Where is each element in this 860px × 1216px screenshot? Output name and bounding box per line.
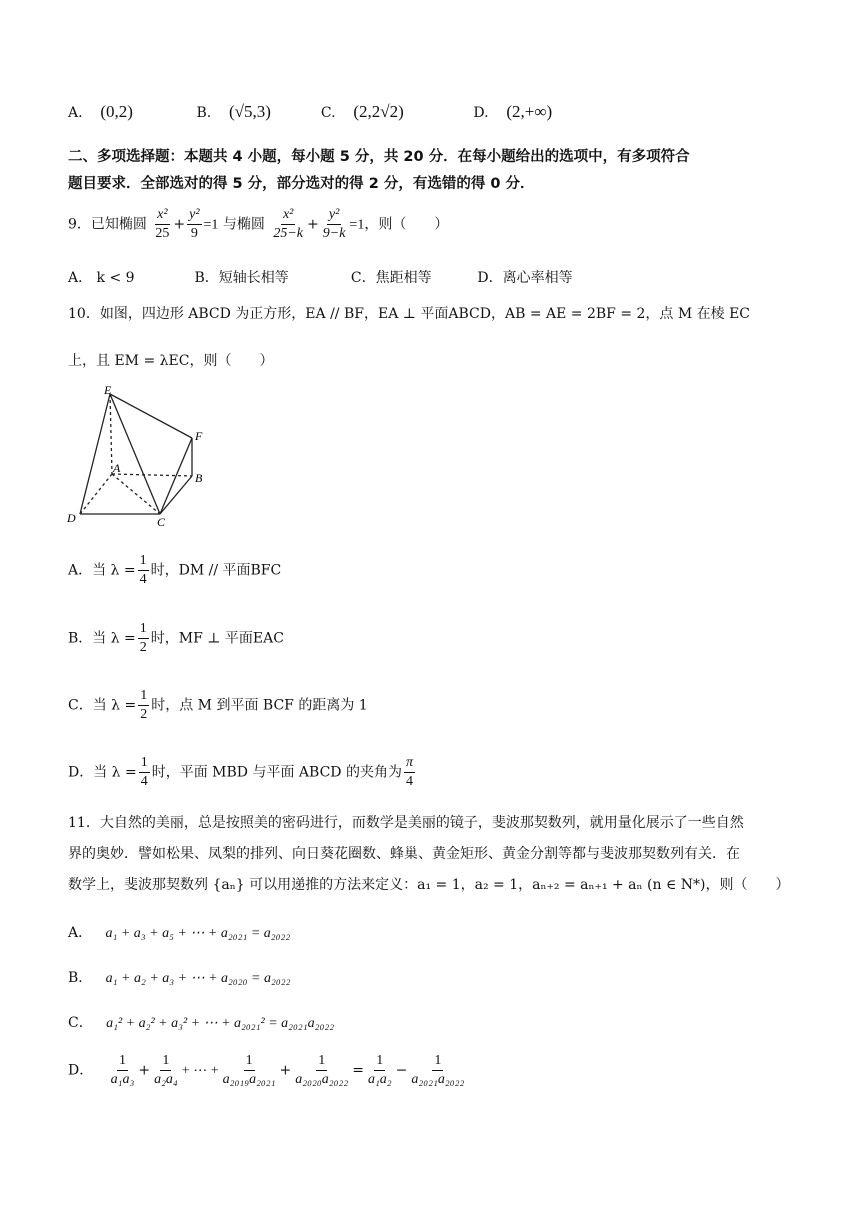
q10-stem-line1: 10．如图，四边形 ABCD 为正方形，EA // BF，EA ⊥ 平面ABCD，AB = AE = 2BF = 2，点 M 在棱 EC	[68, 306, 751, 322]
q9-frac-y2-9: $\frac{\text{y²}}{9}$	[189, 207, 200, 241]
label-c: C	[157, 515, 166, 529]
label-f: F	[195, 429, 203, 443]
q10-figure	[66, 384, 226, 532]
q11-option-b: B． a₁ + a₂ + a₃ + ⋯ + a₂₀₂₀ = a₂₀₂₂	[68, 970, 291, 986]
q9-frac-y2-9k: $\frac{\text{y²}}{9-k}$	[322, 207, 346, 241]
edge-ec	[110, 394, 160, 514]
q11-stem-line3: 数学上，斐波那契数列 {aₙ} 可以用递推的方法来定义：a₁ = 1，a₂ = 1，aₙ₊₂ = aₙ₊₁ + aₙ (n ∈ N*)，则（ ）	[68, 877, 790, 893]
edge-ea	[110, 394, 112, 474]
q8-option-d: D. (2,+∞)	[473, 102, 553, 121]
q9-frac-x2-25k: $\frac{\text{x²}}{25-k}$	[273, 207, 304, 241]
edge-ed	[80, 394, 110, 514]
edge-ac	[112, 474, 160, 514]
q11-option-d: D． $\frac{1}{\text{a₁a₃}}$ + $\frac{1}{\text{a₂a₄}}$ + ⋯ + $\frac{1}{\text{a₂₀₁₉a₂₀₂₁}}$ + $\frac{1}{\text{a₂₀₂₀a₂₀₂₂}}$ = $\frac{1}{\text{a₁a₂}}$ − $\frac{1}{\text{a₂₀₂₁a₂₀₂₂}}$	[68, 1053, 465, 1087]
q9-option-b: B．短轴长相等	[194, 270, 289, 286]
q8-options	[68, 102, 552, 122]
q11-stem-line2: 界的奥妙．譬如松果、凤梨的排列、向日葵花圈数、蜂巢、黄金矩形、黄金分割等都与斐波那契数列有关．在	[68, 846, 740, 862]
edge-ef	[110, 394, 192, 438]
q10-option-d: D．当 λ = $\frac{1}{4}$ 时，平面 MBD 与平面 ABCD 的夹角为 $\frac{\pi}{4}$	[68, 755, 413, 789]
q11-option-c: C． a₁² + a₂² + a₃² + ⋯ + a₂₀₂₁² = a₂₀₂₁a₂₀₂₂	[68, 1015, 335, 1031]
edge-bc	[160, 476, 192, 514]
q9-option-c: C．焦距相等	[350, 270, 432, 286]
q8-option-b: B. (√5,3)	[196, 102, 271, 121]
q10-option-b: B．当 λ = $\frac{1}{2}$ 时，MF ⊥ 平面EAC	[68, 621, 284, 655]
q8-option-a: A. (0,2)	[68, 102, 133, 121]
q10-stem-line2: 上，且 EM = λEC，则（ ）	[68, 353, 274, 369]
q9-frac-x2-25: $\frac{\text{x²}}{25}$	[155, 207, 170, 241]
q8-option-c: C. (2,2√2)	[320, 102, 404, 121]
section-2-heading-line1: 二、多项选择题：本题共 4 小题，每小题 5 分，共 20 分．在每小题给出的选项中，有多项符合	[68, 149, 690, 165]
q11-stem-line1: 11．大自然的美丽，总是按照美的密码进行，而数学是美丽的镜子，斐波那契数列，就用量化展示了一些自然	[68, 815, 744, 831]
edge-ab	[112, 474, 192, 476]
label-a: A	[113, 461, 121, 475]
q9-option-a: A． k < 9	[68, 270, 135, 286]
label-e: E	[104, 384, 112, 397]
q10-option-c: C．当 λ = $\frac{1}{2}$ 时，点 M 到平面 BCF 的距离为 1	[68, 688, 368, 722]
q9-option-d: D．离心率相等	[477, 270, 573, 286]
label-b: B	[195, 471, 203, 485]
edge-fc	[160, 438, 192, 514]
section-2-heading-line2: 题目要求．全部选对的得 5 分，部分选对的得 2 分，有选错的得 0 分．	[68, 176, 535, 192]
label-d: D	[67, 511, 76, 525]
q9-stem: 9．已知椭圆 $\frac{\text{x²}}{25}$ + $\frac{\text{y²}}{9}$ =1 与椭圆 $\frac{\text{x²}}{25-k}$ + $\frac{\text{y²}}{9-k}$ =1，则（ ）	[68, 207, 449, 241]
q11-option-a: A． a₁ + a₃ + a₅ + ⋯ + a₂₀₂₁ = a₂₀₂₂	[68, 925, 291, 941]
q9-options	[68, 267, 573, 287]
q10-option-a: A．当 λ = $\frac{1}{4}$ 时，DM // 平面BFC	[68, 553, 282, 587]
